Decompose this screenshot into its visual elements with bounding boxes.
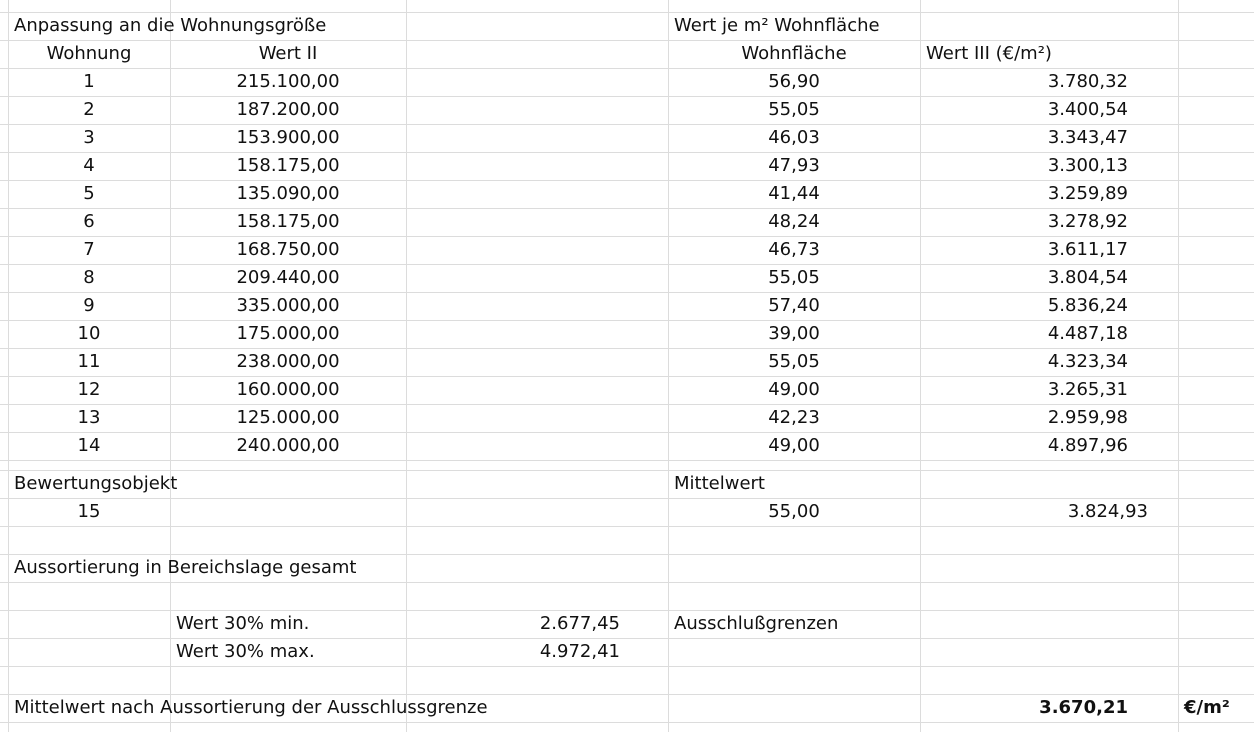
cell-wert-2[interactable]: 238.000,00 — [236, 351, 340, 372]
cell-wert-2[interactable]: 187.200,00 — [236, 99, 340, 120]
cell-wohnung[interactable]: 9 — [83, 295, 95, 316]
cell-wohnflaeche[interactable]: 49,00 — [768, 435, 820, 456]
cell-wohnflaeche[interactable]: 57,40 — [768, 295, 820, 316]
wert-min-value[interactable]: 2.677,45 — [539, 613, 620, 634]
cell-wert-2[interactable]: 135.090,00 — [236, 183, 340, 204]
cell-wohnung[interactable]: 13 — [77, 407, 101, 428]
grid-line — [0, 460, 1254, 461]
cell-wert-2[interactable]: 240.000,00 — [236, 435, 340, 456]
cell-wohnung[interactable]: 8 — [83, 267, 95, 288]
result-unit[interactable]: €/m² — [1184, 697, 1230, 718]
cell-wohnflaeche[interactable]: 46,73 — [768, 239, 820, 260]
cell-wohnflaeche[interactable]: 49,00 — [768, 379, 820, 400]
cell-wohnflaeche[interactable]: 56,90 — [768, 71, 820, 92]
grid-line — [0, 582, 1254, 583]
cell-wert-3[interactable]: 3.400,54 — [1047, 99, 1128, 120]
cell-wert-3[interactable]: 3.780,32 — [1047, 71, 1128, 92]
cell-wert-3[interactable]: 3.265,31 — [1047, 379, 1128, 400]
cell-wohnflaeche[interactable]: 48,24 — [768, 211, 820, 232]
cell-wohnflaeche[interactable]: 42,23 — [768, 407, 820, 428]
cell-wert-2[interactable]: 175.000,00 — [236, 323, 340, 344]
wert-max-label[interactable]: Wert 30% max. — [176, 641, 315, 662]
cell-wohnung[interactable]: 12 — [77, 379, 101, 400]
cell-wert-3[interactable]: 4.487,18 — [1047, 323, 1128, 344]
grid-line — [0, 666, 1254, 667]
cell-wert-3[interactable]: 2.959,98 — [1047, 407, 1128, 428]
header-wert-2[interactable]: Wert II — [258, 43, 318, 64]
cell-wohnflaeche[interactable]: 41,44 — [768, 183, 820, 204]
cell-wohnung[interactable]: 6 — [83, 211, 95, 232]
cell-wert-2[interactable]: 158.175,00 — [236, 155, 340, 176]
cell-wert-3[interactable]: 5.836,24 — [1047, 295, 1128, 316]
header-wert-3[interactable]: Wert III (€/m²) — [926, 43, 1052, 64]
cell-wert-3[interactable]: 4.323,34 — [1047, 351, 1128, 372]
result-label[interactable]: Mittelwert nach Aussortierung der Ausschlussgrenze — [14, 697, 488, 718]
header-wohnung[interactable]: Wohnung — [46, 43, 132, 64]
cell-wert-2[interactable]: 209.440,00 — [236, 267, 340, 288]
cell-wohnung[interactable]: 5 — [83, 183, 95, 204]
mittelwert-value[interactable]: 3.824,93 — [1067, 501, 1148, 522]
cell-wert-2[interactable]: 153.900,00 — [236, 127, 340, 148]
wert-max-value[interactable]: 4.972,41 — [539, 641, 620, 662]
cell-wohnflaeche[interactable]: 55,05 — [768, 267, 820, 288]
cell-wert-2[interactable]: 215.100,00 — [236, 71, 340, 92]
header-wohnflaeche[interactable]: Wohnfläche — [741, 43, 847, 64]
bewertungsobjekt-wohnflaeche[interactable]: 55,00 — [768, 501, 820, 522]
cell-wert-3[interactable]: 3.343,47 — [1047, 127, 1128, 148]
mittelwert-label[interactable]: Mittelwert — [674, 473, 765, 494]
cell-wohnflaeche[interactable]: 46,03 — [768, 127, 820, 148]
cell-wert-3[interactable]: 3.278,92 — [1047, 211, 1128, 232]
cell-wohnflaeche[interactable]: 39,00 — [768, 323, 820, 344]
cell-wert-2[interactable]: 335.000,00 — [236, 295, 340, 316]
cell-wert-2[interactable]: 160.000,00 — [236, 379, 340, 400]
left-section-title[interactable]: Anpassung an die Wohnungsgröße — [14, 15, 327, 36]
cell-wohnung[interactable]: 2 — [83, 99, 95, 120]
cell-wohnung[interactable]: 4 — [83, 155, 95, 176]
cell-wohnflaeche[interactable]: 55,05 — [768, 99, 820, 120]
cell-wohnung[interactable]: 14 — [77, 435, 101, 456]
bewertungsobjekt-number[interactable]: 15 — [77, 501, 101, 522]
ausschlussgrenzen-label[interactable]: Ausschlußgrenzen — [674, 613, 839, 634]
grid-line — [0, 722, 1254, 723]
cell-wohnung[interactable]: 3 — [83, 127, 95, 148]
cell-wohnung[interactable]: 1 — [83, 71, 95, 92]
cell-wert-2[interactable]: 125.000,00 — [236, 407, 340, 428]
cell-wohnung[interactable]: 11 — [77, 351, 101, 372]
cell-wohnflaeche[interactable]: 47,93 — [768, 155, 820, 176]
cell-wert-3[interactable]: 3.259,89 — [1047, 183, 1128, 204]
result-value[interactable]: 3.670,21 — [1039, 697, 1128, 718]
cell-wert-2[interactable]: 158.175,00 — [236, 211, 340, 232]
grid-line — [0, 526, 1254, 527]
wert-min-label[interactable]: Wert 30% min. — [176, 613, 310, 634]
aussortierung-label[interactable]: Aussortierung in Bereichslage gesamt — [14, 557, 357, 578]
bewertungsobjekt-label[interactable]: Bewertungsobjekt — [14, 473, 178, 494]
cell-wert-3[interactable]: 3.300,13 — [1047, 155, 1128, 176]
cell-wert-2[interactable]: 168.750,00 — [236, 239, 340, 260]
cell-wohnung[interactable]: 7 — [83, 239, 95, 260]
right-section-title[interactable]: Wert je m² Wohnfläche — [674, 15, 880, 36]
grid-line — [1178, 0, 1179, 732]
cell-wert-3[interactable]: 3.611,17 — [1047, 239, 1128, 260]
cell-wohnflaeche[interactable]: 55,05 — [768, 351, 820, 372]
cell-wohnung[interactable]: 10 — [77, 323, 101, 344]
cell-wert-3[interactable]: 4.897,96 — [1047, 435, 1128, 456]
cell-wert-3[interactable]: 3.804,54 — [1047, 267, 1128, 288]
